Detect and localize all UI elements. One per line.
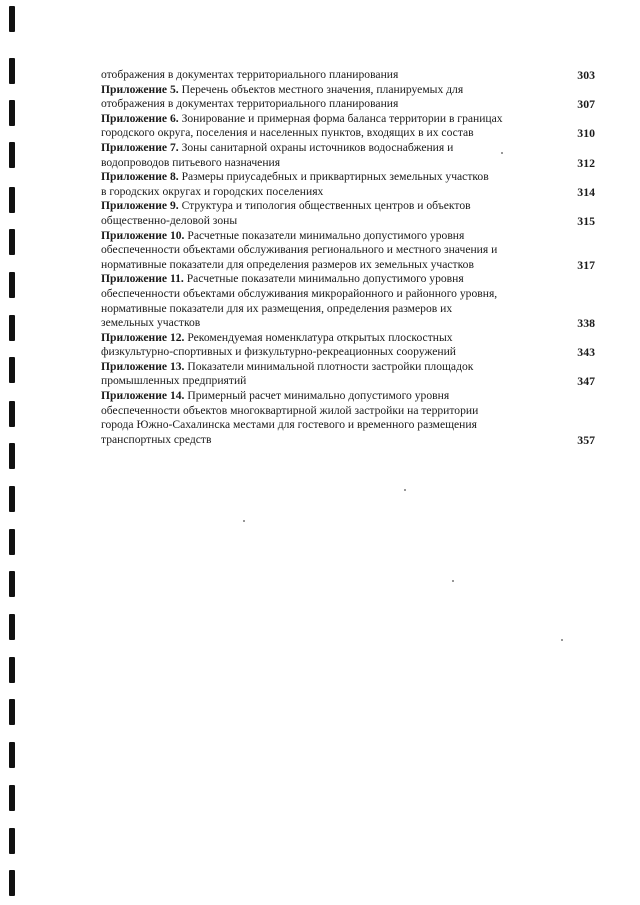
toc-entry[interactable] xyxy=(101,199,601,228)
toc-entry-first-line xyxy=(101,360,561,375)
toc-entry[interactable] xyxy=(101,389,601,447)
toc-entry[interactable] xyxy=(101,360,601,389)
toc-entry[interactable] xyxy=(101,141,601,170)
toc-entry-page-number: 312 xyxy=(577,155,595,170)
binding-hole xyxy=(9,828,15,854)
binding-hole xyxy=(9,571,15,597)
binding-hole xyxy=(9,401,15,427)
toc-entry-first-line xyxy=(101,199,561,214)
toc-entry-continuation-line: водопроводов питьевого назначения xyxy=(101,155,281,169)
toc-entry-first-line xyxy=(101,272,561,287)
scan-speck xyxy=(561,639,563,641)
binding-hole xyxy=(9,486,15,512)
binding-hole xyxy=(9,187,15,213)
toc-entry[interactable] xyxy=(101,83,601,112)
binding-hole xyxy=(9,58,15,84)
toc-entry-first-line xyxy=(101,83,561,98)
binding-hole xyxy=(9,657,15,683)
toc-entry-continuation-line: транспортных средств xyxy=(101,432,212,446)
binding-hole xyxy=(9,443,15,469)
toc-entry-label: Приложение 13. xyxy=(101,359,185,373)
toc-entry-page-number: 303 xyxy=(577,68,595,82)
binding-hole xyxy=(9,315,15,341)
toc-entry-title: Рекомендуемая номенклатура открытых плоскостных xyxy=(184,330,453,344)
toc-entry-label: Приложение 14. xyxy=(101,389,185,403)
toc-entry-continuation-line: обеспеченности объектами обслуживания регионального и местного значения и xyxy=(101,243,498,257)
binding-hole xyxy=(9,6,15,32)
toc-entry-first-line xyxy=(101,331,561,346)
toc-entry-page-number: 357 xyxy=(577,432,595,447)
scan-speck xyxy=(452,580,454,582)
toc-entry-continuation-line: промышленных предприятий xyxy=(101,374,247,388)
binding-hole xyxy=(9,785,15,811)
toc-entry-label: Приложение 10. xyxy=(101,228,185,242)
toc-entry[interactable] xyxy=(101,229,601,273)
toc-entry-page-number: 343 xyxy=(577,345,595,360)
toc-entry-continuation-line: нормативные показатели для определения размеров их земельных участков xyxy=(101,257,474,271)
toc-entry-title: отображения в документах территориального планирования xyxy=(101,68,399,81)
toc-entry-first-line xyxy=(101,141,561,156)
toc-entry-page-number: 310 xyxy=(577,126,595,141)
binding-hole xyxy=(9,699,15,725)
toc-entry-first-line xyxy=(101,229,561,244)
toc-entry-title: Зоны санитарной охраны источников водоснабжения и xyxy=(178,140,454,154)
toc-entry-continuation-line: города Южно-Сахалинска местами для гостевого и временного размещения xyxy=(101,418,477,432)
toc-entry-continuation-line: физкультурно-спортивных и физкультурно-рекреационных сооружений xyxy=(101,345,456,359)
toc-entry-page-number: 307 xyxy=(577,97,595,112)
toc-entry-page-number: 317 xyxy=(577,257,595,272)
scan-speck xyxy=(404,489,406,491)
toc-entry[interactable] xyxy=(101,272,601,330)
toc-entry[interactable] xyxy=(101,68,601,83)
toc-entry-title: Зонирование и примерная форма баланса территории в границах xyxy=(178,111,503,125)
toc-entry[interactable] xyxy=(101,112,601,141)
binding-hole xyxy=(9,614,15,640)
table-of-contents xyxy=(101,68,601,447)
toc-entry-continuation-line: общественно-деловой зоны xyxy=(101,213,238,227)
toc-entry-title: Расчетные показатели минимально допустимого уровня xyxy=(184,228,465,242)
toc-entry-page-number: 338 xyxy=(577,316,595,331)
toc-entry-first-line xyxy=(101,170,561,185)
toc-entry-first-line xyxy=(101,68,561,83)
binding-hole xyxy=(9,142,15,168)
toc-entry-first-line xyxy=(101,389,561,404)
toc-entry-label: Приложение 5. xyxy=(101,82,179,96)
toc-entry-continuation-line: отображения в документах территориального планирования xyxy=(101,97,399,111)
toc-entry[interactable] xyxy=(101,331,601,360)
binding-hole xyxy=(9,357,15,383)
toc-entry-page-number: 314 xyxy=(577,184,595,199)
toc-entry-title: Показатели минимальной плотности застройки площадок xyxy=(184,359,474,373)
toc-entry-title: Структура и типология общественных центров и объектов xyxy=(178,199,471,213)
binding-hole xyxy=(9,272,15,298)
toc-entry-label: Приложение 8. xyxy=(101,170,179,184)
binding-hole xyxy=(9,100,15,126)
toc-entry-page-number: 347 xyxy=(577,374,595,389)
toc-entry-title: Размеры приусадебных и приквартирных земельных участков xyxy=(178,170,489,184)
toc-entry-label: Приложение 12. xyxy=(101,330,185,344)
binding-hole xyxy=(9,870,15,896)
binding-hole xyxy=(9,229,15,255)
toc-entry-continuation-line: в городских округах и городских поселениях xyxy=(101,184,324,198)
toc-entry-label: Приложение 9. xyxy=(101,199,179,213)
toc-entry-page-number: 315 xyxy=(577,213,595,228)
toc-entry-title: Расчетные показатели минимально допустимого уровня xyxy=(183,272,464,286)
toc-entry-continuation-line: городского округа, поселения и населенных пунктов, входящих в их состав xyxy=(101,126,474,140)
toc-entry[interactable] xyxy=(101,170,601,199)
binding-hole xyxy=(9,529,15,555)
toc-entry-label: Приложение 11. xyxy=(101,272,184,286)
toc-entry-label: Приложение 6. xyxy=(101,111,179,125)
toc-entry-first-line xyxy=(101,112,561,127)
toc-entry-continuation-line: обеспеченности объектами обслуживания микрорайонного и районного уровня, xyxy=(101,286,498,300)
binding-holes xyxy=(0,0,26,905)
toc-entry-title: Перечень объектов местного значения, планируемых для xyxy=(178,82,464,96)
scan-speck xyxy=(243,520,245,522)
binding-hole xyxy=(9,742,15,768)
toc-entry-continuation-line: обеспеченности объектов многоквартирной жилой застройки на территории xyxy=(101,403,479,417)
toc-entry-continuation-line: нормативные показатели для их размещения, определения размеров их xyxy=(101,301,453,315)
toc-entry-title: Примерный расчет минимально допустимого уровня xyxy=(184,389,450,403)
toc-entry-label: Приложение 7. xyxy=(101,140,179,154)
toc-entry-continuation-line: земельных участков xyxy=(101,316,201,330)
